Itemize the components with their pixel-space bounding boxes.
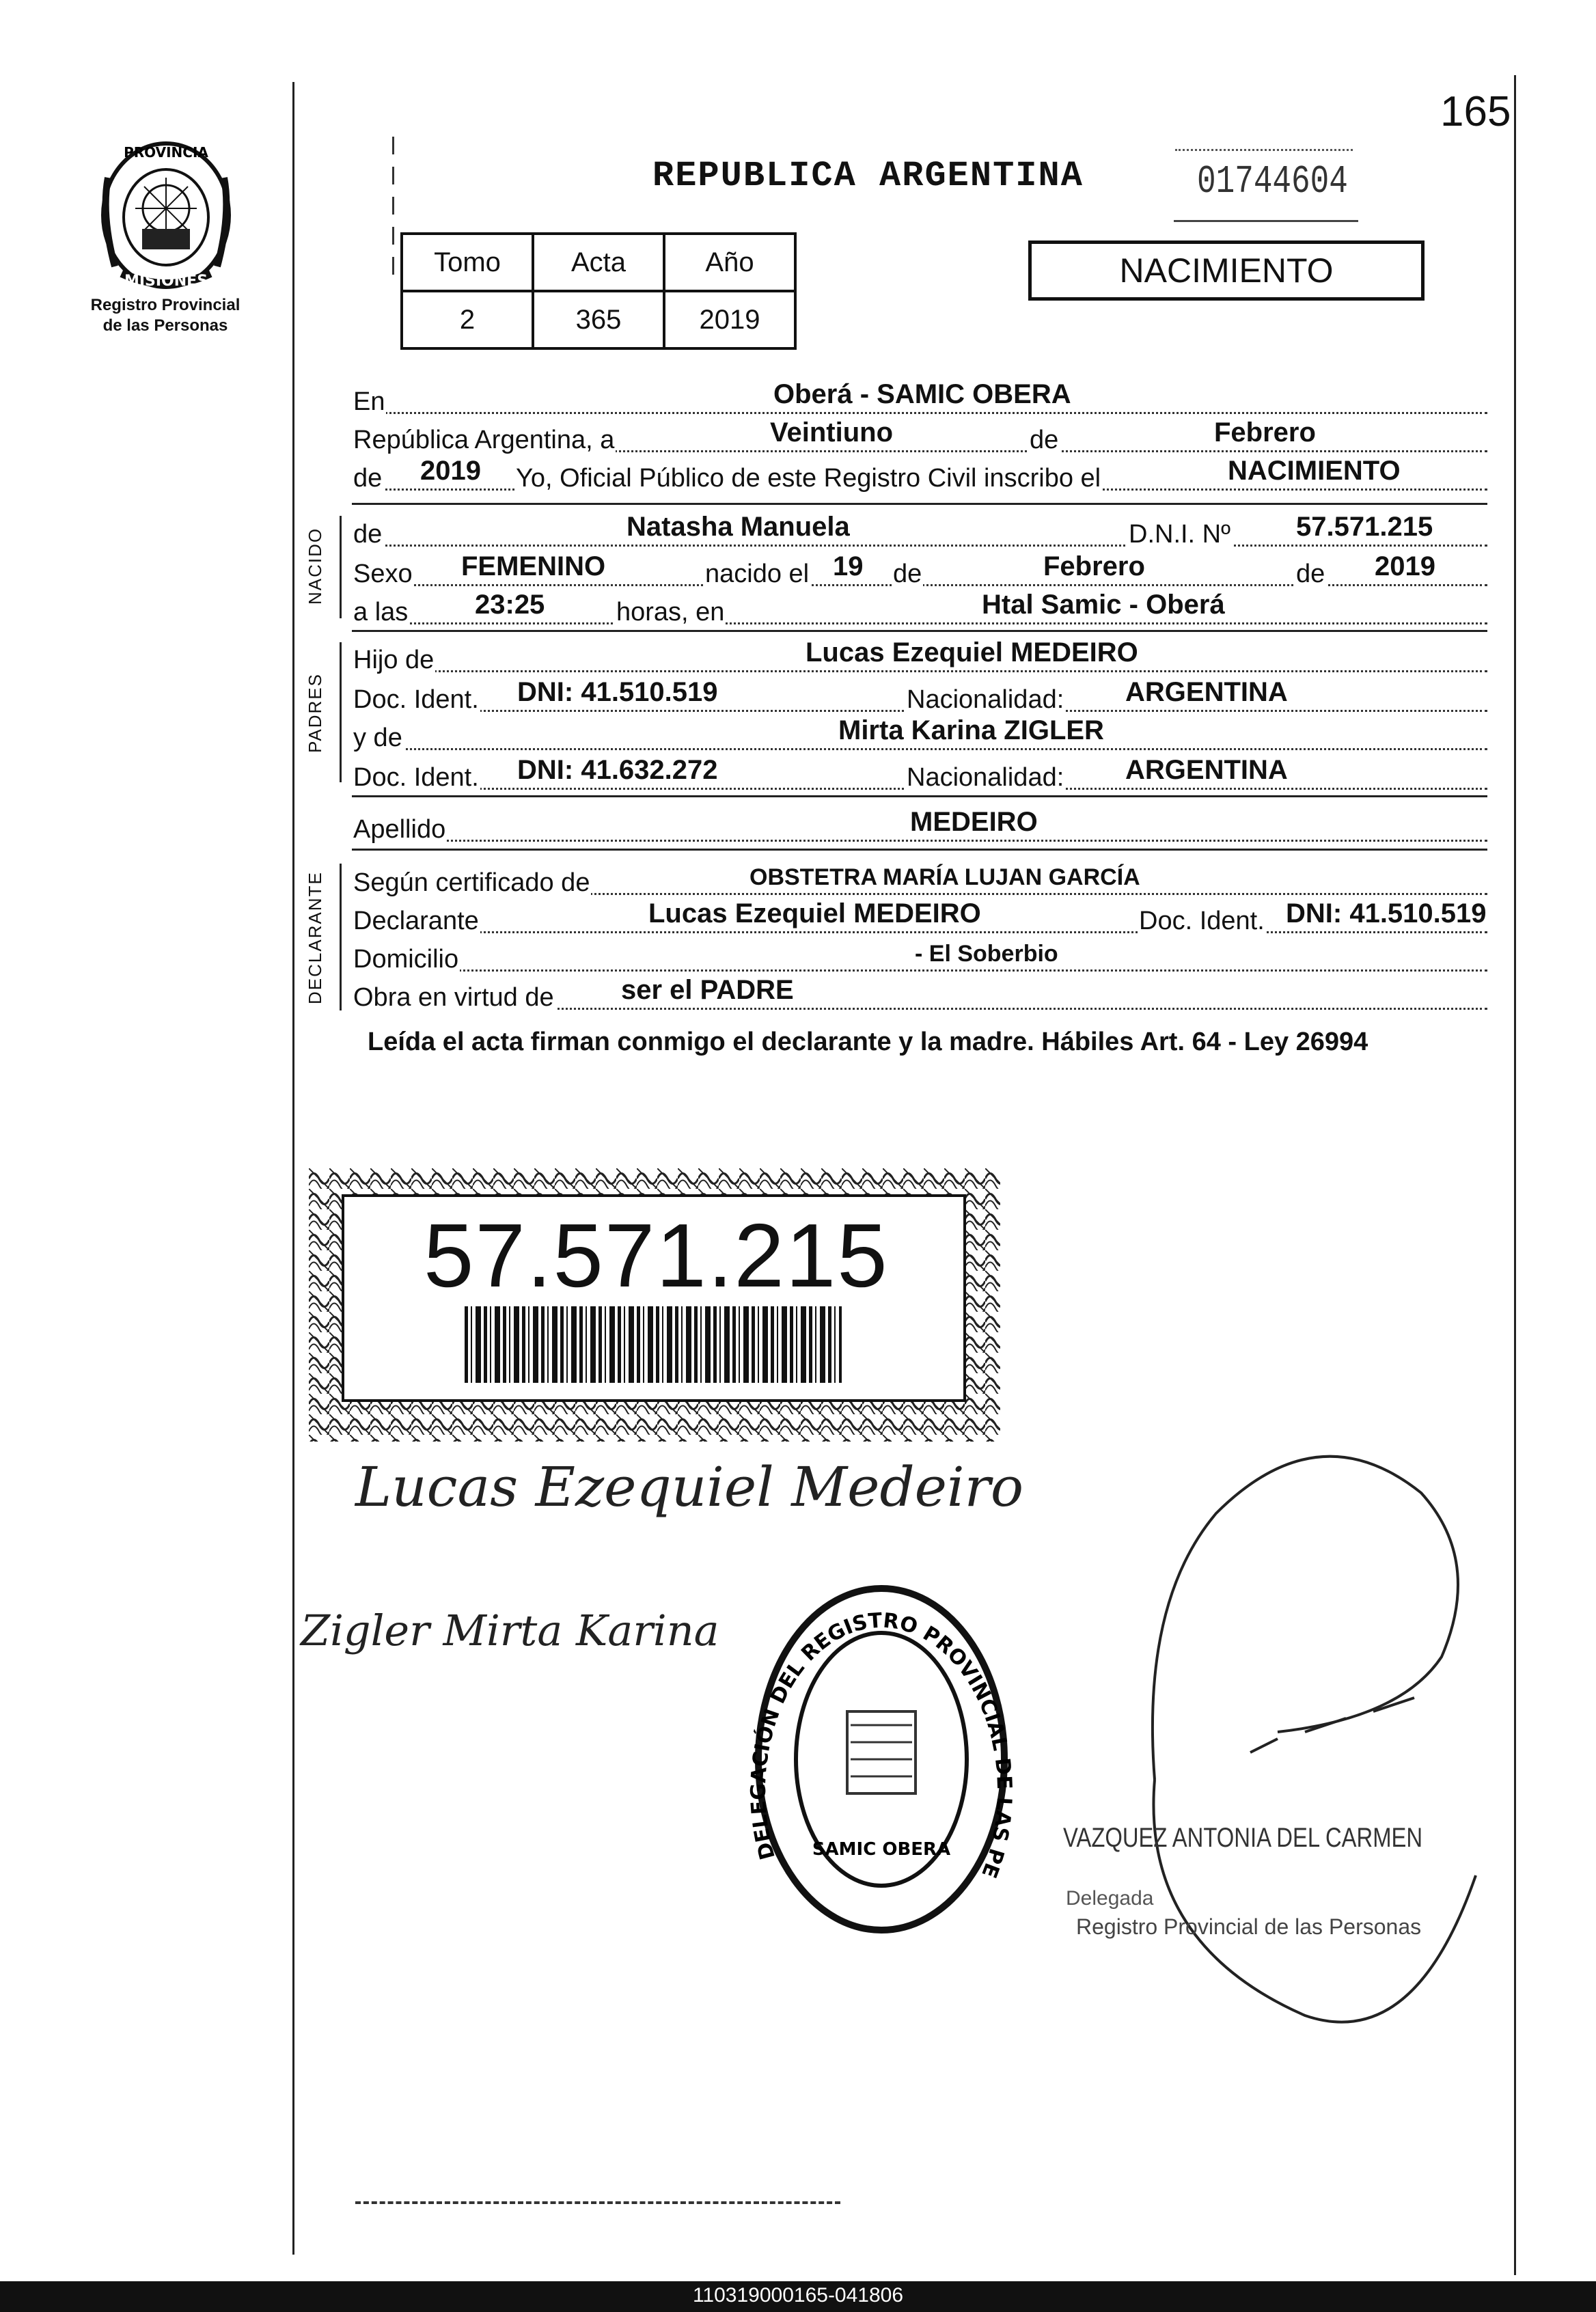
svg-text:PROVINCIA: PROVINCIA <box>124 144 208 161</box>
row-hora <box>352 592 1487 627</box>
registry-caption-line1: Registro Provincial <box>90 296 240 314</box>
row-sexo <box>352 553 1487 589</box>
value-nac-dia: 19 <box>833 551 864 581</box>
label-apellido: Apellido <box>353 815 446 844</box>
value-nac-anio: 2019 <box>1375 551 1435 581</box>
serial-underline <box>1174 220 1358 222</box>
section-divider <box>352 795 1487 797</box>
value-domicilio: - El Soberbio <box>915 941 1058 967</box>
label-hora: a las <box>353 598 409 627</box>
label-inscribo: Yo, Oficial Público de este Registro Civil inscribo el <box>516 464 1101 493</box>
value-tipo: NACIMIENTO <box>1228 456 1401 486</box>
label-certificado: Según certificado de <box>353 868 590 897</box>
side-label-declarante: DECLARANTE <box>305 871 325 1004</box>
value-dni: 57.571.215 <box>1296 512 1433 542</box>
value-padre: Lucas Ezequiel MEDEIRO <box>806 637 1138 668</box>
label-nacido: nacido el <box>705 560 810 588</box>
official-name: VAZQUEZ ANTONIA DEL CARMEN <box>1063 1823 1423 1853</box>
acta-header: Acta <box>533 234 664 291</box>
official-title: Delegada <box>1066 1887 1154 1910</box>
document-heading: REPUBLICA ARGENTINA <box>652 156 1084 196</box>
svg-text:SAMIC OBERA: SAMIC OBERA <box>812 1839 951 1860</box>
acta-value: 365 <box>533 291 664 348</box>
label-de: de <box>1030 426 1059 454</box>
label-dni: D.N.I. Nº <box>1129 520 1230 549</box>
value-hora: 23:25 <box>475 590 545 620</box>
row-declarante <box>352 900 1487 936</box>
row-certificado <box>352 862 1487 898</box>
label-sexo: Sexo <box>353 560 413 588</box>
section-divider <box>352 849 1487 851</box>
side-label-nacido: NACIDO <box>305 527 325 605</box>
closing-statement: Leída el acta firman conmigo el declarante y la madre. Hábiles Art. 64 - Ley 26994 <box>368 1028 1368 1056</box>
province-seal-icon <box>94 137 238 294</box>
value-nac-madre: ARGENTINA <box>1125 755 1288 785</box>
label-doc2: Doc. Ident. <box>353 763 479 792</box>
official-office: Registro Provincial de las Personas <box>1076 1914 1422 1939</box>
value-declarante: Lucas Ezequiel MEDEIRO <box>648 898 981 928</box>
page-number: 165 <box>1440 88 1511 135</box>
row-domicilio <box>352 939 1487 974</box>
label-de2: de <box>353 464 383 493</box>
row-doc-padre <box>352 679 1487 715</box>
bottom-dashes <box>355 2201 840 2204</box>
svg-text:MISIONES: MISIONES <box>124 273 208 290</box>
value-lugar: Oberá - SAMIC OBERA <box>773 379 1071 409</box>
row-apellido <box>352 809 1487 844</box>
tomo-header: Tomo <box>402 234 533 291</box>
value-certificado: OBSTETRA MARÍA LUJAN GARCÍA <box>749 864 1140 890</box>
father-signature: Lucas Ezequiel Medeiro <box>355 1455 1024 1519</box>
label-obra: Obra en virtud de <box>353 983 554 1012</box>
right-edge-rule <box>1514 75 1516 2275</box>
dni-sticker-number: 57.571.215 <box>424 1205 889 1306</box>
label-en: En <box>353 387 385 416</box>
value-doc-padre: DNI: 41.510.519 <box>517 677 718 707</box>
value-anio: 2019 <box>420 456 481 486</box>
section-divider <box>352 630 1487 632</box>
tomo-value: 2 <box>402 291 533 348</box>
dash-mark <box>392 137 394 280</box>
official-signature-stroke <box>895 1397 1489 2039</box>
anio-header: Año <box>664 234 795 291</box>
row-fecha <box>352 419 1487 455</box>
serial-number: 01744604 <box>1197 159 1348 204</box>
label-doc1: Doc. Ident. <box>353 685 479 714</box>
side-label-padres: PADRES <box>305 673 325 753</box>
act-type-box: NACIMIENTO <box>1028 240 1425 301</box>
value-nombre: Natasha Manuela <box>627 512 850 542</box>
value-lugar-nac: Htal Samic - Oberá <box>982 590 1225 620</box>
label-declarante: Declarante <box>353 907 479 935</box>
value-nac-mes: Febrero <box>1043 551 1145 581</box>
registry-caption-line2: de las Personas <box>102 316 228 335</box>
label-nac1: Nacionalidad: <box>907 685 1064 714</box>
row-obra <box>352 977 1487 1013</box>
value-doc-madre: DNI: 41.632.272 <box>517 755 718 785</box>
declarante-bracket <box>340 864 342 1010</box>
label-de3: de <box>893 560 922 588</box>
svg-text:DELEGACIÓN DEL REGISTRO PROVIN: DELEGACIÓN DEL REGISTRO PROVINCIAL DE LAS PE <box>746 1608 1017 1882</box>
value-nac-padre: ARGENTINA <box>1125 677 1288 707</box>
label-horas-en: horas, en <box>616 598 725 627</box>
value-obra: ser el PADRE <box>621 975 794 1005</box>
serial-dots <box>1175 149 1353 151</box>
label-hijo: Hijo de <box>353 646 435 674</box>
row-madre <box>352 717 1487 753</box>
label-republica: República Argentina, a <box>353 426 615 454</box>
row-lugar <box>352 381 1487 417</box>
row-nombre <box>352 514 1487 549</box>
value-doc-declarante: DNI: 41.510.519 <box>1286 898 1487 928</box>
value-mes: Febrero <box>1214 417 1316 448</box>
label-de-nombre: de <box>353 520 383 549</box>
label-nac2: Nacionalidad: <box>907 763 1064 792</box>
section-divider <box>352 503 1487 505</box>
label-de4: de <box>1296 560 1325 588</box>
anio-value: 2019 <box>664 291 795 348</box>
mother-signature: Zigler Mirta Karina <box>301 1606 719 1655</box>
registry-caption <box>77 295 254 336</box>
margin-rule <box>292 82 294 2255</box>
padres-bracket <box>340 642 342 782</box>
row-doc-madre <box>352 757 1487 793</box>
book-reference-table <box>400 232 797 350</box>
row-inscripcion <box>352 458 1487 493</box>
label-yde: y de <box>353 724 402 752</box>
value-dia-texto: Veintiuno <box>770 417 893 448</box>
footer-id: 110319000165-041806 <box>692 2284 904 2307</box>
label-domicilio: Domicilio <box>353 945 459 974</box>
value-apellido: MEDEIRO <box>910 807 1038 837</box>
label-doc3: Doc. Ident. <box>1139 907 1265 935</box>
row-padre <box>352 639 1487 675</box>
value-sexo: FEMENINO <box>461 551 606 581</box>
barcode-icon <box>465 1306 842 1383</box>
nacido-bracket <box>340 516 342 618</box>
value-madre: Mirta Karina ZIGLER <box>838 715 1104 745</box>
